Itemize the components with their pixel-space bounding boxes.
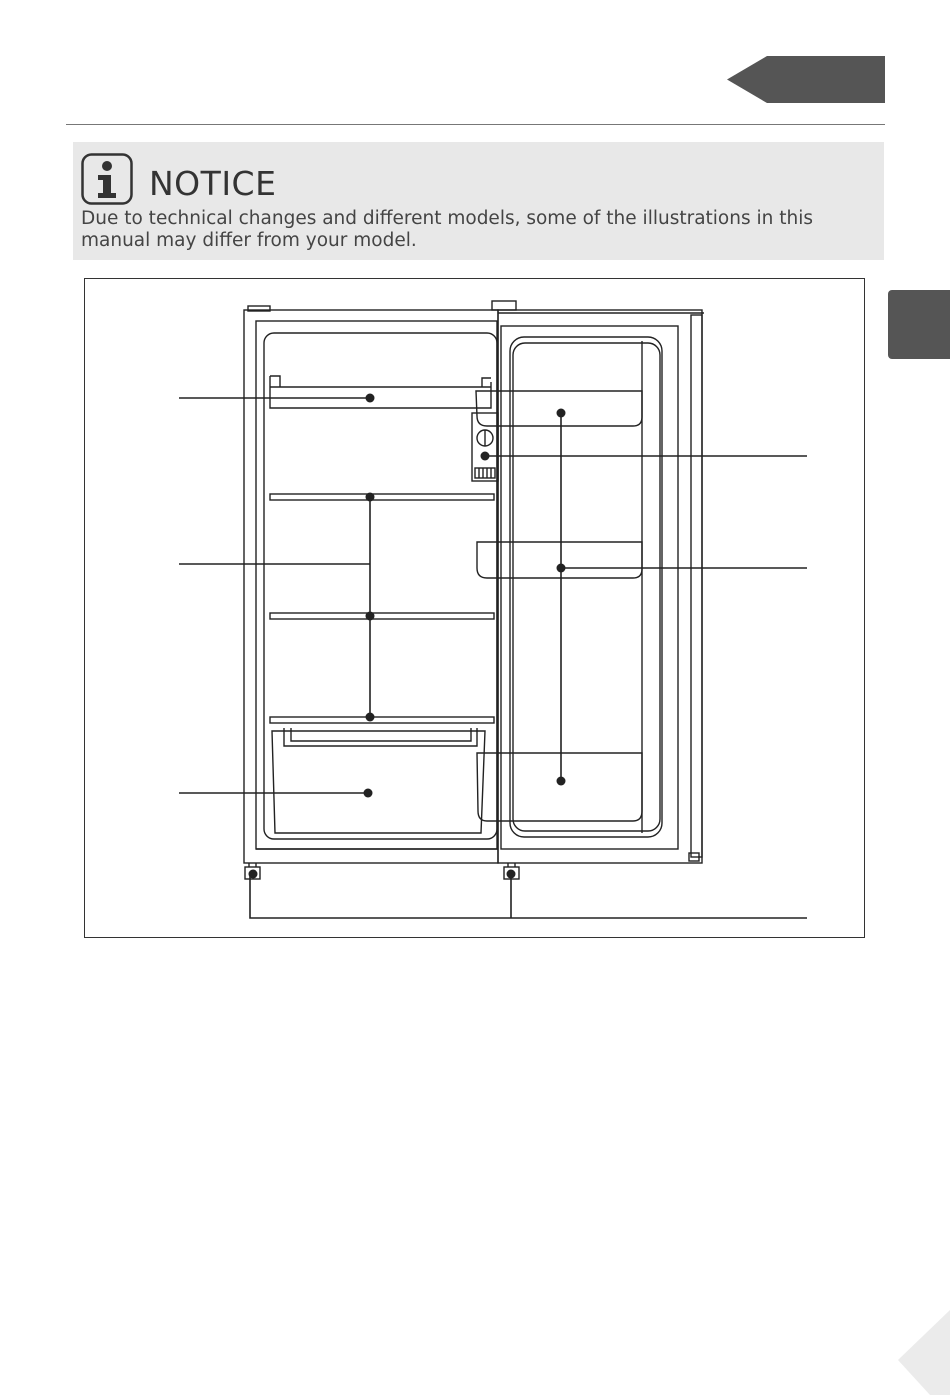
notice-title: NOTICE	[149, 164, 277, 203]
fridge-door	[492, 301, 704, 863]
callout-dots	[249, 394, 566, 879]
thermostat	[472, 413, 498, 481]
crisper-drawer	[272, 728, 485, 833]
page-corner-mark	[890, 1305, 950, 1395]
page-side-tab	[888, 290, 950, 359]
notice-text: Due to technical changes and different models, some of the illustrations in this manual may differ from your model.	[81, 208, 813, 251]
fridge-cabinet	[244, 306, 498, 863]
fridge-diagram-frame	[84, 278, 865, 938]
callout-lines	[179, 398, 807, 918]
fridge-diagram	[85, 279, 864, 937]
glass-shelves	[270, 494, 494, 723]
info-icon	[81, 153, 133, 205]
adjustable-feet	[245, 863, 519, 879]
freezer-compartment	[270, 376, 491, 408]
notice-box	[73, 142, 884, 260]
chapter-tab-arrow	[727, 56, 885, 103]
header-divider	[66, 124, 885, 125]
